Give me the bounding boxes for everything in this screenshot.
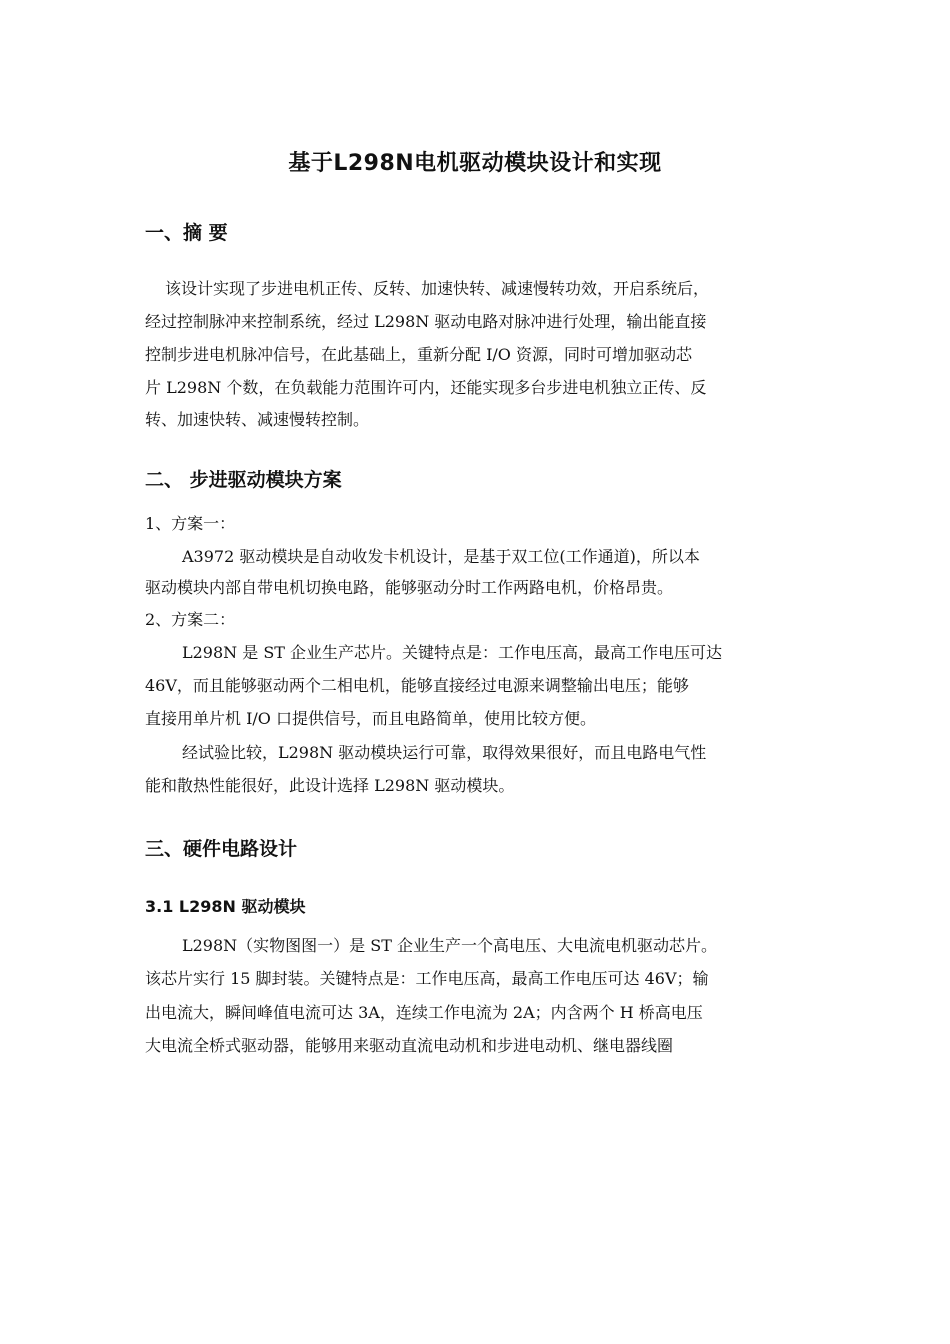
option1-label: 1、方案一： xyxy=(145,514,236,533)
conclusion-line: 能和散热性能很好，此设计选择 L298N 驱动模块。 xyxy=(145,776,515,795)
abstract-line: 片 L298N 个数，在负载能力范围许可内，还能实现多台步进电机独立正传、反 xyxy=(145,378,707,397)
option1-line: 驱动模块内部自带电机切换电路，能够驱动分时工作两路电机，价格昂贵。 xyxy=(145,578,674,597)
conclusion-line: 经试验比较，L298N 驱动模块运行可靠，取得效果很好，而且电路电气性 xyxy=(182,743,707,762)
abstract-heading: 一、摘 要 xyxy=(145,222,228,244)
option2-line: 46V，而且能够驱动两个二相电机，能够直接经过电源来调整输出电压；能够 xyxy=(145,676,689,695)
option1-line: A3972 驱动模块是自动收发卡机设计，是基于双工位(工作通道)，所以本 xyxy=(182,547,700,566)
document-title: 基于L298N电机驱动模块设计和实现 xyxy=(288,151,662,176)
hardware-line: L298N（实物图图一）是 ST 企业生产一个高电压、大电流电机驱动芯片。 xyxy=(182,936,717,955)
hardware-line: 出电流大，瞬间峰值电流可达 3A，连续工作电流为 2A；内含两个 H 桥高电压 xyxy=(145,1003,703,1022)
option2-line: 直接用单片机 I/O 口提供信号，而且电路简单，使用比较方便。 xyxy=(145,709,597,728)
abstract-line: 该设计实现了步进电机正传、反转、加速快转、减速慢转功效，开启系统后， xyxy=(165,279,710,298)
hardware-line: 大电流全桥式驱动器，能够用来驱动直流电动机和步进电动机、继电器线圈 xyxy=(145,1036,674,1055)
abstract-line: 转、加速快转、减速慢转控制。 xyxy=(145,410,370,429)
hardware-heading: 三、硬件电路设计 xyxy=(145,838,298,860)
abstract-line: 经过控制脉冲来控制系统，经过 L298N 驱动电路对脉冲进行处理，输出能直接 xyxy=(145,312,707,331)
option2-label: 2、方案二： xyxy=(145,610,236,629)
scheme-heading: 二、 步进驱动模块方案 xyxy=(145,469,342,491)
hardware-line: 该芯片实行 15 脚封装。关键特点是：工作电压高，最高工作电压可达 46V；输 xyxy=(145,969,709,988)
hardware-subheading: 3.1 L298N 驱动模块 xyxy=(145,897,306,916)
abstract-line: 控制步进电机脉冲信号，在此基础上，重新分配 I/O 资源，同时可增加驱动芯 xyxy=(145,345,693,364)
option2-line: L298N 是 ST 企业生产芯片。关键特点是：工作电压高，最高工作电压可达 xyxy=(182,643,723,662)
